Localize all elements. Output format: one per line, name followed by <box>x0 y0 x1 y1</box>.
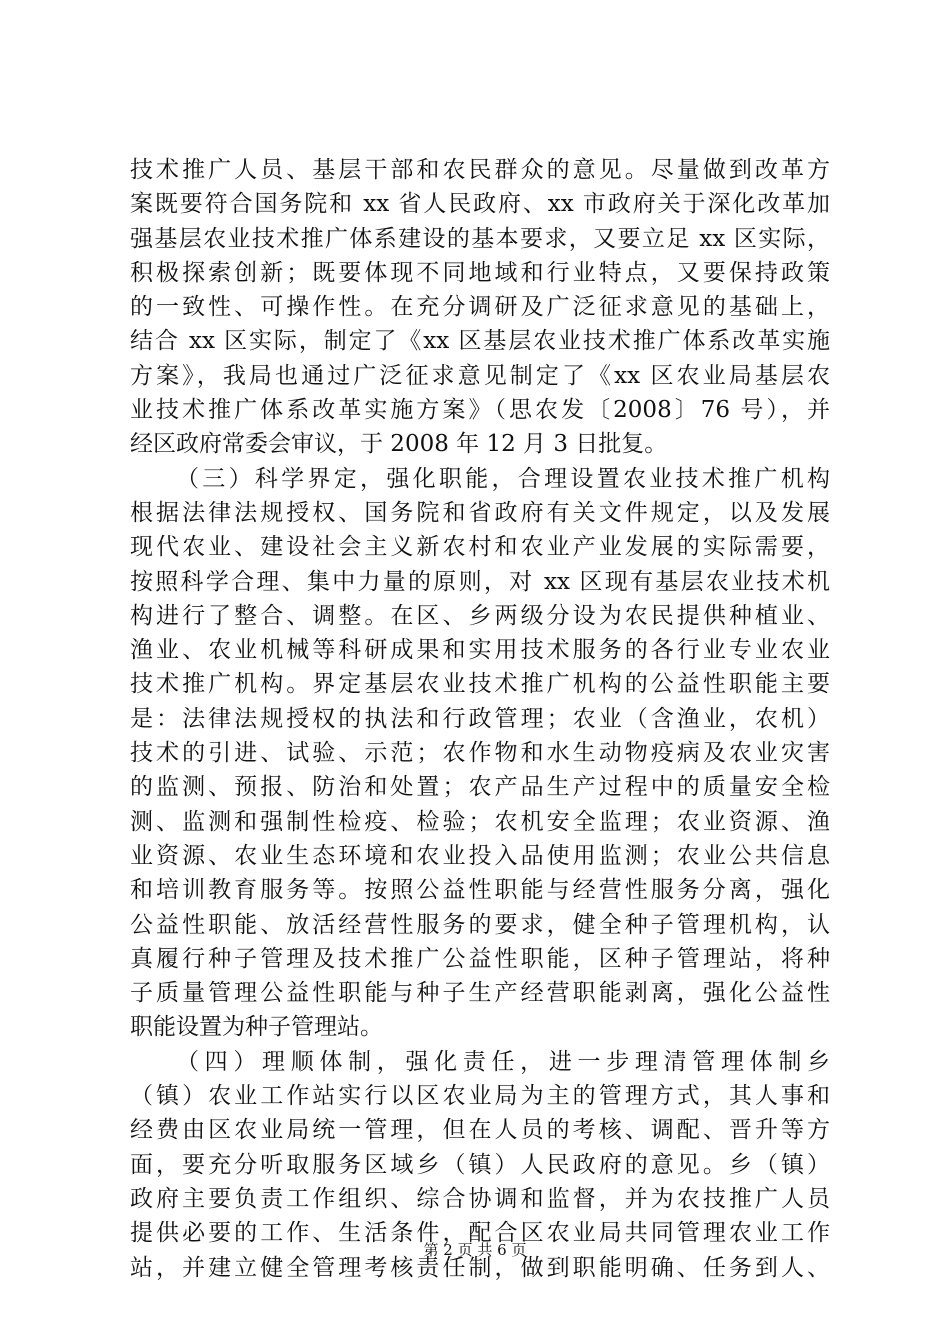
page-footer <box>0 1240 950 1260</box>
text-line: 经区政府常委会审议，于 2008 年 12 月 3 日批复。 <box>130 431 668 458</box>
text-line: 技术推广机构。界定基层农业技术推广机构的公益性职能主要 <box>130 671 830 698</box>
page-indicator: 第 2 页 共 6 页 <box>423 1241 527 1259</box>
text-line: 技术的引进、试验、示范；农作物和水生动物疫病及农业灾害 <box>130 740 830 767</box>
text-line: 积极探索创新；既要体现不同地域和行业特点，又要保持政策 <box>130 259 830 286</box>
text-line: 结合 xx 区实际，制定了《xx 区基层农业技术推广体系改革实施 <box>130 328 830 355</box>
text-line: 案既要符合国务院和 xx 省人民政府、xx 市政府关于深化改革加 <box>130 191 830 218</box>
text-line: 面，要充分听取服务区域乡（镇）人民政府的意见。乡（镇） <box>130 1151 830 1178</box>
text-line: 和培训教育服务等。按照公益性职能与经营性服务分离，强化 <box>130 877 830 904</box>
text-line: 技术推广人员、基层干部和农民群众的意见。尽量做到改革方 <box>130 157 830 183</box>
document-body <box>130 153 830 1285</box>
text-line: 站，并建立健全管理考核责任制，做到职能明确、任务到人、 <box>130 1254 830 1281</box>
text-line: （镇）农业工作站实行以区农业局为主的管理方式，其人事和 <box>130 1083 830 1110</box>
text-line: 公益性职能、放活经营性服务的要求，健全种子管理机构，认 <box>130 911 830 938</box>
text-line: 根据法律法规授权、国务院和省政府有关文件规定，以及发展 <box>130 499 830 526</box>
text-line: 提供必要的工作、生活条件，配合区农业局共同管理农业工作 <box>130 1220 830 1247</box>
text-line: 强基层农业技术推广体系建设的基本要求，又要立足 xx 区实际， <box>130 225 830 252</box>
text-line: 职能设置为种子管理站。 <box>130 1014 383 1041</box>
text-line: 业技术推广体系改革实施方案》（思农发〔2008〕76 号），并 <box>130 397 830 424</box>
text-line: 经费由区农业局统一管理，但在人员的考核、调配、晋升等方 <box>130 1117 830 1144</box>
text-line: 现代农业、建设社会主义新农村和农业产业发展的实际需要， <box>130 534 830 561</box>
text-line: 的监测、预报、防治和处置；农产品生产过程中的质量安全检 <box>130 774 830 801</box>
text-line: 渔业、农业机械等科研成果和实用技术服务的各行业专业农业 <box>130 637 830 664</box>
section-heading-3: （三）科学界定，强化职能，合理设置农业技术推广机构 <box>176 465 830 492</box>
text-line: 是：法律法规授权的执法和行政管理；农业（含渔业，农机） <box>130 705 830 732</box>
text-line: 测、监测和强制性检疫、检验；农机安全监理；农业资源、渔 <box>130 808 830 835</box>
text-line: 的一致性、可操作性。在充分调研及广泛征求意见的基础上， <box>130 294 830 321</box>
text-line: 方案》，我局也通过广泛征求意见制定了《xx 区农业局基层农 <box>130 362 830 389</box>
text-line: 子质量管理公益性职能与种子生产经营职能剥离，强化公益性 <box>130 980 830 1007</box>
text-line: 真履行种子管理及技术推广公益性职能，区种子管理站，将种 <box>130 945 830 972</box>
text-line: 按照科学合理、集中力量的原则，对 xx 区现有基层农业技术机 <box>130 568 830 595</box>
section-heading-4: （四）理顺体制，强化责任，进一步理清管理体制乡 <box>176 1048 830 1075</box>
text-line: 构进行了整合、调整。在区、乡两级分设为农民提供种植业、 <box>130 602 830 629</box>
text-line: 政府主要负责工作组织、综合协调和监督，并为农技推广人员 <box>130 1185 830 1212</box>
text-line: 业资源、农业生态环境和农业投入品使用监测；农业公共信息 <box>130 842 830 869</box>
